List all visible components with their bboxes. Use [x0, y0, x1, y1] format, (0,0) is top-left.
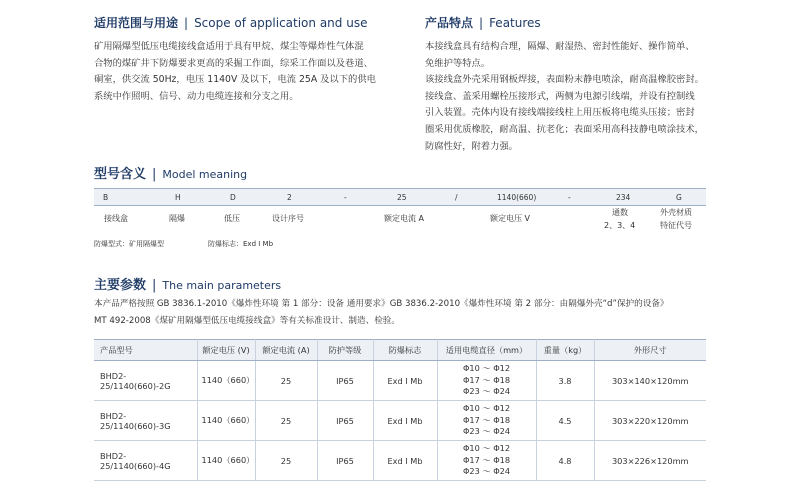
params-intro-line: MT 492-2008《煤矿用隔爆型低压电缆接线盒》等有关标准设计、制造、检验。: [94, 316, 400, 326]
params-table: [94, 339, 706, 481]
table-header: 外形尺寸: [594, 340, 706, 361]
scope-line: 系统中作照明、信号、动力电缆连接和分支之用。: [94, 90, 299, 102]
cable-diameter: Φ23 ～ Φ24: [462, 386, 511, 397]
cell-model: BHD2-25/1140(660)-2G: [94, 361, 197, 401]
model-label: 特征代号: [660, 221, 692, 230]
model-title-cn: 型号含义: [94, 167, 147, 182]
model-label: 额定电流 A: [384, 214, 425, 223]
cable-diameter: Φ17 ～ Φ18: [462, 414, 511, 425]
scope-line: 硐室，供交流 50Hz，电压 1140V 及以下，电流 25A 及以下的供电: [94, 74, 376, 86]
cable-diameter: Φ23 ～ Φ24: [462, 426, 511, 437]
cell-voltage: 1140（660）: [197, 441, 255, 481]
cable-diameter: Φ23 ～ Φ24: [462, 466, 511, 477]
cell-ip: IP65: [317, 361, 373, 401]
cell-weight: 3.8: [536, 361, 594, 401]
model-code: -: [344, 193, 347, 202]
table-header: 额定电流 (A): [255, 340, 317, 361]
model-label: 额定电压 V: [490, 214, 531, 223]
model-label: 接线盒: [104, 214, 128, 223]
cell-current: 25: [255, 361, 317, 401]
model-label: 通数: [612, 208, 628, 217]
cell-weight: 4.8: [536, 441, 594, 481]
cell-size: 303×220×120mm: [594, 401, 706, 441]
model-code: B: [103, 193, 109, 202]
scope-text: [94, 39, 394, 105]
cell-model: BHD2-25/1140(660)-4G: [94, 441, 197, 481]
table-row: [94, 361, 706, 401]
params-intro: [94, 296, 714, 330]
features-title-cn: 产品特点: [425, 16, 474, 30]
table-header: 产品型号: [94, 340, 197, 361]
cell-cable: [437, 401, 536, 441]
cell-mark: Exd I Mb: [373, 441, 437, 481]
cable-diameter: Φ10 ～ Φ12: [462, 443, 511, 454]
model-code: D: [230, 193, 236, 202]
table-row: [94, 401, 706, 441]
table-header-row: [94, 340, 706, 361]
table-header: 额定电压 (V): [197, 340, 255, 361]
cell-ip: IP65: [317, 441, 373, 481]
model-label: 设计序号: [272, 214, 304, 223]
cell-mark: Exd I Mb: [373, 361, 437, 401]
table-row: [94, 441, 706, 481]
scope-line: 矿用隔爆型低压电缆接线盒适用于具有甲烷、煤尘等爆炸性气体混: [94, 41, 364, 52]
model-code: 25: [397, 193, 407, 202]
features-line: 接线盒、盖采用螺栓压接形式，两侧为电源引线端，并设有控制线: [425, 90, 695, 102]
features-title-en: Features: [489, 16, 541, 30]
model-label: 2、3、4: [604, 221, 636, 230]
model-label: 外壳材质: [660, 208, 692, 217]
features-line: 防腐性好，附着力强。: [425, 140, 518, 152]
features-line: 本接线盒具有结构合理，隔爆、耐湿热、密封性能好、操作简单、: [425, 41, 695, 52]
cell-voltage: 1140（660）: [197, 401, 255, 441]
features-line: 圈采用优质橡胶，耐高温、抗老化；表面采用高科技静电喷涂技术，: [425, 123, 704, 135]
params-title: 主要参数 | The main parameters: [94, 278, 282, 293]
cable-diameter: Φ10 ～ Φ12: [462, 363, 511, 374]
params-title-cn: 主要参数: [94, 278, 147, 293]
scope-title: 适用范围与用途 | Scope of application and use: [94, 16, 368, 30]
model-code: G: [676, 193, 682, 202]
cell-model: BHD2-25/1140(660)-3G: [94, 401, 197, 441]
model-title-en: Model meaning: [162, 168, 248, 181]
cable-diameter: Φ17 ～ Φ18: [462, 454, 511, 465]
features-line: 免维护等特点。: [425, 57, 491, 69]
cable-diameter: Φ10 ～ Φ12: [462, 403, 511, 414]
cell-ip: IP65: [317, 401, 373, 441]
cell-voltage: 1140（660）: [197, 361, 255, 401]
cell-cable: [437, 361, 536, 401]
cell-current: 25: [255, 441, 317, 481]
model-code: H: [175, 193, 181, 202]
model-code: /: [455, 193, 458, 202]
model-code: -: [568, 193, 571, 202]
scope-title-cn: 适用范围与用途: [94, 16, 179, 30]
params-title-en: The main parameters: [162, 279, 282, 292]
table-header: 重量（kg）: [536, 340, 594, 361]
model-note-explosion-mark: 防爆标志：Exd I Mb: [208, 240, 274, 248]
scope-line: 合物的煤矿井下防爆要求更高的采掘工作面，综采工作面以及巷道、: [94, 57, 373, 69]
features-line: 引入装置。壳体内设有接线端接线柱上用压板将电缆头压接；密封: [425, 107, 695, 119]
model-label: 低压: [224, 214, 240, 223]
model-code: 2: [287, 193, 292, 202]
model-code: 234: [616, 193, 631, 202]
model-title: 型号含义 | Model meaning: [94, 167, 248, 182]
cell-mark: Exd I Mb: [373, 401, 437, 441]
cable-diameter: Φ17 ～ Φ18: [462, 374, 511, 385]
model-label: 隔爆: [169, 214, 185, 223]
cell-weight: 4.5: [536, 401, 594, 441]
features-title: 产品特点 | Features: [425, 16, 541, 30]
params-intro-line: 本产品严格按照 GB 3836.1-2010《爆炸性环境 第 1 部分：设备 通用要求》GB 3836.2-2010《爆炸性环境 第 2 部分：由隔爆外壳“d”保护的设备》: [94, 299, 669, 309]
cell-cable: [437, 441, 536, 481]
scope-title-en: Scope of application and use: [194, 16, 368, 30]
model-code: 1140(660): [497, 193, 537, 202]
table-header: 防爆标志: [373, 340, 437, 361]
cell-current: 25: [255, 401, 317, 441]
features-line: 该接线盒外壳采用钢板焊接，表面粉末静电喷涂，耐高温橡胶密封。: [425, 74, 704, 86]
model-note-explosion-type: 防爆型式：矿用隔爆型: [94, 240, 164, 248]
cell-size: 303×226×120mm: [594, 441, 706, 481]
cell-size: 303×140×120mm: [594, 361, 706, 401]
table-header: 防护等级: [317, 340, 373, 361]
features-text: [425, 39, 715, 155]
table-header: 适用电缆直径（mm）: [437, 340, 536, 361]
